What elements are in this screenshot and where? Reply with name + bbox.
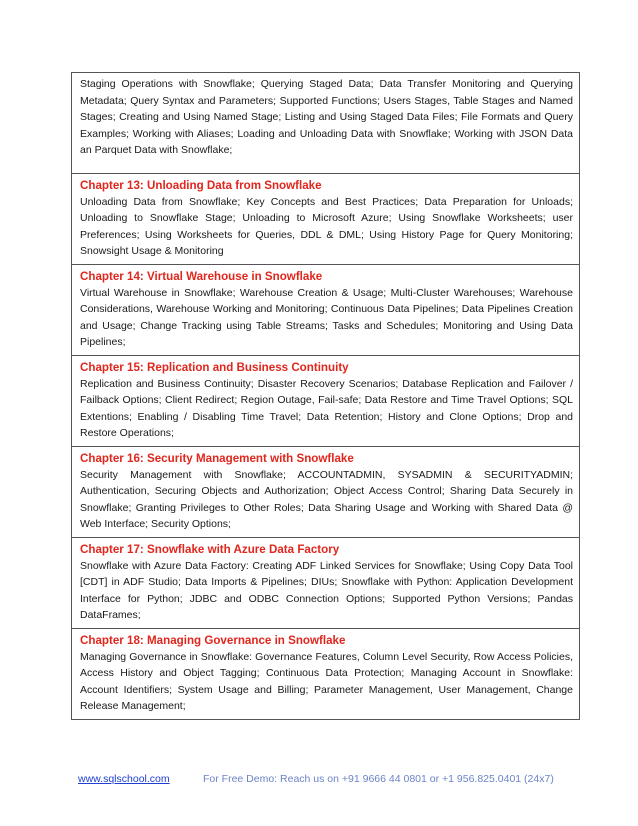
table-row [72,446,580,537]
intro-cell [72,73,580,174]
chapter-16-title: Chapter 16: Security Management with Snowflake [80,451,354,465]
course-outline-table [71,72,580,720]
chapter-13-body: Unloading Data from Snowflake; Key Concepts and Best Practices; Data Preparation for Unloads; Unloading to Snowflake Stage; Unloading to Microsoft Azure; Using Snowflake Worksheets; user Preferences; Using Worksheets for Queries, DDL & DML; Using History Page for Query Monitoring; Snowsight Usage & Monitoring [80,195,573,257]
chapter-14-body: Virtual Warehouse in Snowflake; Warehouse Creation & Usage; Multi-Cluster Warehouses; Warehouse Considerations, Warehouse Working and Monitoring; Continuous Data Pipelines; Data Pipelines Creation and Usage; Change Tracking using Table Streams; Tasks and Schedules; Monitoring and Using Data Pipelines; [80,286,573,348]
chapter-18-title: Chapter 18: Managing Governance in Snowflake [80,633,346,647]
chapter-15-cell [72,355,580,446]
website-link[interactable]: www.sqlschool.com [78,773,170,785]
chapter-15-title: Chapter 15: Replication and Business Continuity [80,360,349,374]
table-row [72,537,580,628]
chapter-18-body: Managing Governance in Snowflake: Governance Features, Column Level Security, Row Access Policies, Access History and Object Tagging; Continuous Data Protection; Managing Account in Snowflake: Account Identifiers; System Usage and Billing; Parameter Management, User Management, Change Release Management; [80,650,573,712]
free-demo-contact: For Free Demo: Reach us on +91 9666 44 0801 or +1 956.825.0401 (24x7) [203,773,554,785]
chapter-13-title: Chapter 13: Unloading Data from Snowflake [80,178,322,192]
chapter-15-body: Replication and Business Continuity; Disaster Recovery Scenarios; Database Replication and Failover / Failback Options; Client Redirect; Region Outage, Fail-safe; Data Restore and Time Travel Options; SQL Extentions; Enabling / Disabling Time Travel; Data Retention; History and Clone Options; Drop and Restore Operations; [80,377,573,439]
chapter-16-cell [72,446,580,537]
intro-text: Staging Operations with Snowflake; Querying Staged Data; Data Transfer Monitoring and Querying Metadata; Query Syntax and Parameters; Supported Functions; Users Stages, Table Stages and Named Stages; Creating and Using Named Stage; Listing and Using Staged Data Files; File Formats and Query Examples; Working with Aliases; Loading and Unloading Data with Snowflake; Working with JSON Data an Parquet Data with Snowflake; [80,78,573,156]
chapter-13-cell [72,173,580,264]
chapter-17-body: Snowflake with Azure Data Factory: Creating ADF Linked Services for Snowflake; Using Copy Data Tool [CDT] in ADF Studio; Data Imports & Pipelines; DIUs; Snowflake with Python: Application Development Interface for Python; JDBC and ODBC Connection Options; Supported Python Versions; Pandas DataFrames; [80,559,573,621]
chapter-14-cell [72,264,580,355]
table-row [72,628,580,719]
page-footer [78,773,554,785]
chapter-17-title: Chapter 17: Snowflake with Azure Data Factory [80,542,340,556]
chapter-17-cell [72,537,580,628]
chapter-14-title: Chapter 14: Virtual Warehouse in Snowflake [80,269,323,283]
table-row [72,173,580,264]
table-row [72,264,580,355]
chapter-18-cell [72,628,580,719]
table-row [72,355,580,446]
chapter-16-body: Security Management with Snowflake; ACCOUNTADMIN, SYSADMIN & SECURITYADMIN; Authentication, Securing Objects and Authorization; Object Access Control; Sharing Data Securely in Snowflake; Granting Privileges to Other Roles; Data Sharing Usage and Working with Shared Data @ Web Interface; Security Options; [80,468,573,530]
table-row [72,73,580,174]
